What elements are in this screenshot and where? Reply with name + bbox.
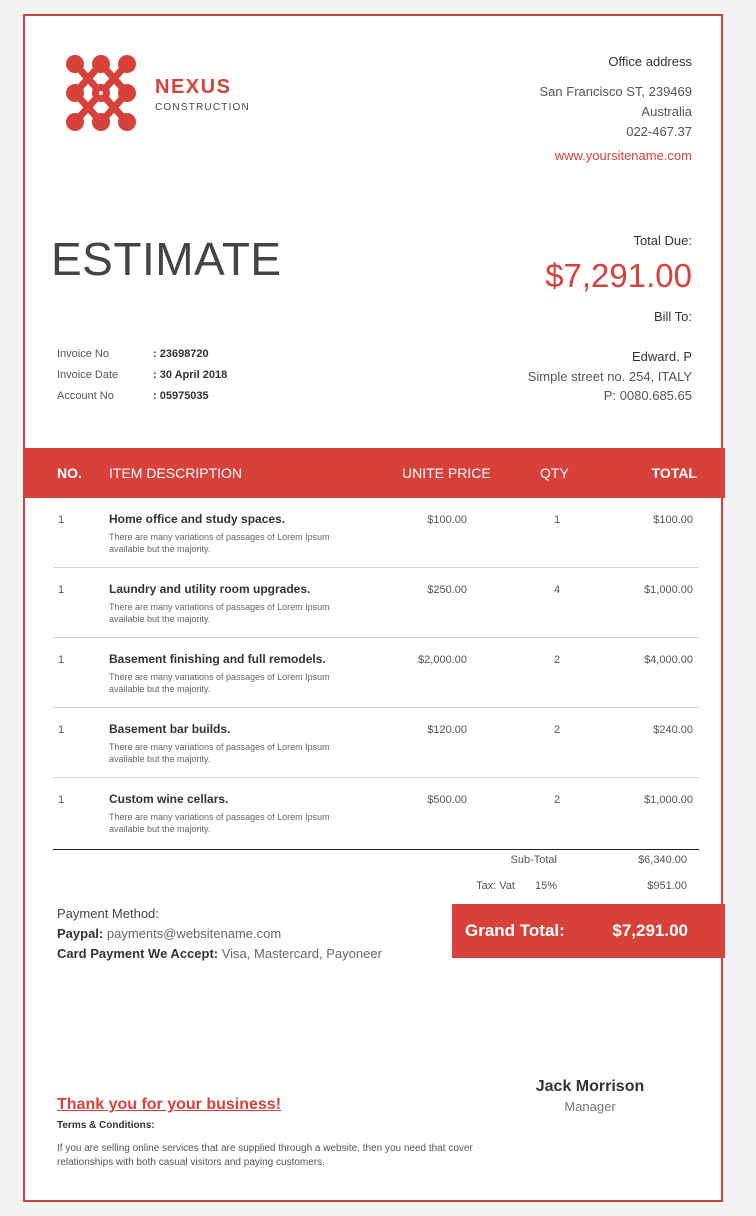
row-price: $250.00 — [427, 584, 467, 596]
meta-value: : 30 April 2018 — [153, 369, 228, 381]
row-description: There are many variations of passages of Lorem Ipsum available but the majority. — [109, 672, 330, 694]
signer-role: Manager — [564, 1099, 616, 1114]
row-title: Basement finishing and full remodels. — [109, 652, 326, 666]
total-due-block — [545, 233, 692, 324]
total-due-label: Total Due: — [633, 233, 692, 248]
payment-title: Payment Method: — [57, 906, 159, 921]
terms-text: If you are selling online services that are supplied through a website, then you need that cover relationships with both casual visitors and paying customers. — [57, 1143, 473, 1168]
grand-total-label: Grand Total: — [465, 921, 565, 940]
table-header — [25, 448, 725, 498]
office-address-block — [540, 54, 692, 166]
office-address-line1: San Francisco ST, 239469 — [539, 84, 692, 99]
row-total: $1,000.00 — [644, 584, 693, 596]
row-price: $2,000.00 — [418, 654, 467, 666]
signer-block — [525, 1078, 655, 1114]
estimate-document — [23, 14, 723, 1202]
bill-to-label: Bill To: — [653, 309, 692, 324]
row-qty: 2 — [553, 724, 561, 736]
cards-line — [57, 944, 382, 964]
paypal-email: payments@websitename.com — [106, 926, 282, 941]
meta-value: : 05975035 — [153, 390, 209, 402]
nexus-logo-icon — [65, 54, 137, 132]
row-no: 1 — [58, 654, 65, 666]
payment-method-block — [57, 904, 382, 964]
bill-to-phone: P: 0080.685.65 — [603, 388, 692, 403]
thank-you-heading: Thank you for your business! — [57, 1096, 282, 1113]
meta-label: Account No — [57, 390, 114, 402]
tax-label: Tax: Vat — [476, 880, 515, 892]
bill-to-name: Edward. P — [632, 349, 692, 364]
meta-value: : 23698720 — [153, 348, 209, 360]
row-title: Home office and study spaces. — [109, 512, 286, 526]
subtotal-value: $6,340.00 — [638, 854, 687, 866]
paypal-label: Paypal: — [57, 926, 104, 941]
meta-row-invoice-date — [57, 369, 227, 390]
row-description: There are many variations of passages of Lorem Ipsum available but the majority. — [109, 532, 330, 554]
row-no: 1 — [58, 724, 65, 736]
row-no: 1 — [58, 584, 65, 596]
terms-title: Terms & Conditions: — [57, 1120, 155, 1131]
tax-value: $951.00 — [647, 880, 687, 892]
table-row — [53, 778, 699, 850]
header-price: UNITE PRICE — [402, 465, 491, 481]
office-address-line2: Australia — [641, 104, 692, 119]
header-no: NO. — [57, 465, 82, 481]
row-title: Custom wine cellars. — [109, 792, 229, 806]
brand-name: NEXUS — [155, 76, 232, 98]
row-total: $1,000.00 — [644, 794, 693, 806]
row-title: Basement bar builds. — [109, 722, 231, 736]
table-row — [53, 708, 699, 778]
grand-total-value: $7,291.00 — [612, 921, 688, 940]
row-no: 1 — [58, 514, 65, 526]
table-row — [53, 498, 699, 568]
meta-row-account-no — [57, 390, 227, 411]
row-price: $120.00 — [427, 724, 467, 736]
row-description: There are many variations of passages of Lorem Ipsum available but the majority. — [109, 812, 330, 834]
row-no: 1 — [58, 794, 65, 806]
row-price: $100.00 — [427, 514, 467, 526]
row-description: There are many variations of passages of Lorem Ipsum available but the majority. — [109, 602, 330, 624]
invoice-meta — [57, 348, 227, 411]
office-website-link[interactable]: www.yoursitename.com — [554, 148, 692, 163]
paypal-line — [57, 924, 382, 944]
grand-total-box — [452, 904, 725, 958]
brand-subtitle: CONSTRUCTION — [155, 102, 250, 113]
row-price: $500.00 — [427, 794, 467, 806]
row-total: $240.00 — [653, 724, 693, 736]
office-phone: 022-467.37 — [626, 124, 692, 139]
row-description: There are many variations of passages of Lorem Ipsum available but the majority. — [109, 742, 330, 764]
row-total: $100.00 — [653, 514, 693, 526]
row-qty: 2 — [553, 654, 561, 666]
row-qty: 2 — [553, 794, 561, 806]
bill-to-address: Simple street no. 254, ITALY — [527, 368, 692, 384]
cards-value: Visa, Mastercard, Payoneer — [221, 946, 382, 961]
items-table — [53, 498, 699, 850]
table-row — [53, 638, 699, 708]
cards-label: Card Payment We Accept: — [57, 946, 219, 961]
tax-rate: 15% — [534, 880, 557, 892]
meta-label: Invoice Date — [57, 369, 119, 381]
office-title: Office address — [608, 54, 692, 69]
header-total: TOTAL — [651, 465, 697, 481]
row-total: $4,000.00 — [644, 654, 693, 666]
header-description: ITEM DESCRIPTION — [109, 465, 243, 481]
bill-to-block — [528, 347, 692, 406]
total-due-amount: $7,291.00 — [545, 257, 692, 294]
meta-row-invoice-no — [57, 348, 227, 369]
signer-name: Jack Morrison — [535, 1078, 645, 1095]
table-row — [53, 568, 699, 638]
meta-label: Invoice No — [57, 348, 109, 360]
header-qty: QTY — [540, 465, 569, 481]
row-title: Laundry and utility room upgrades. — [109, 582, 311, 596]
subtotal-label: Sub-Total — [510, 854, 557, 866]
row-qty: 4 — [553, 584, 561, 596]
document-title: ESTIMATE — [51, 233, 282, 285]
row-qty: 1 — [553, 514, 561, 526]
